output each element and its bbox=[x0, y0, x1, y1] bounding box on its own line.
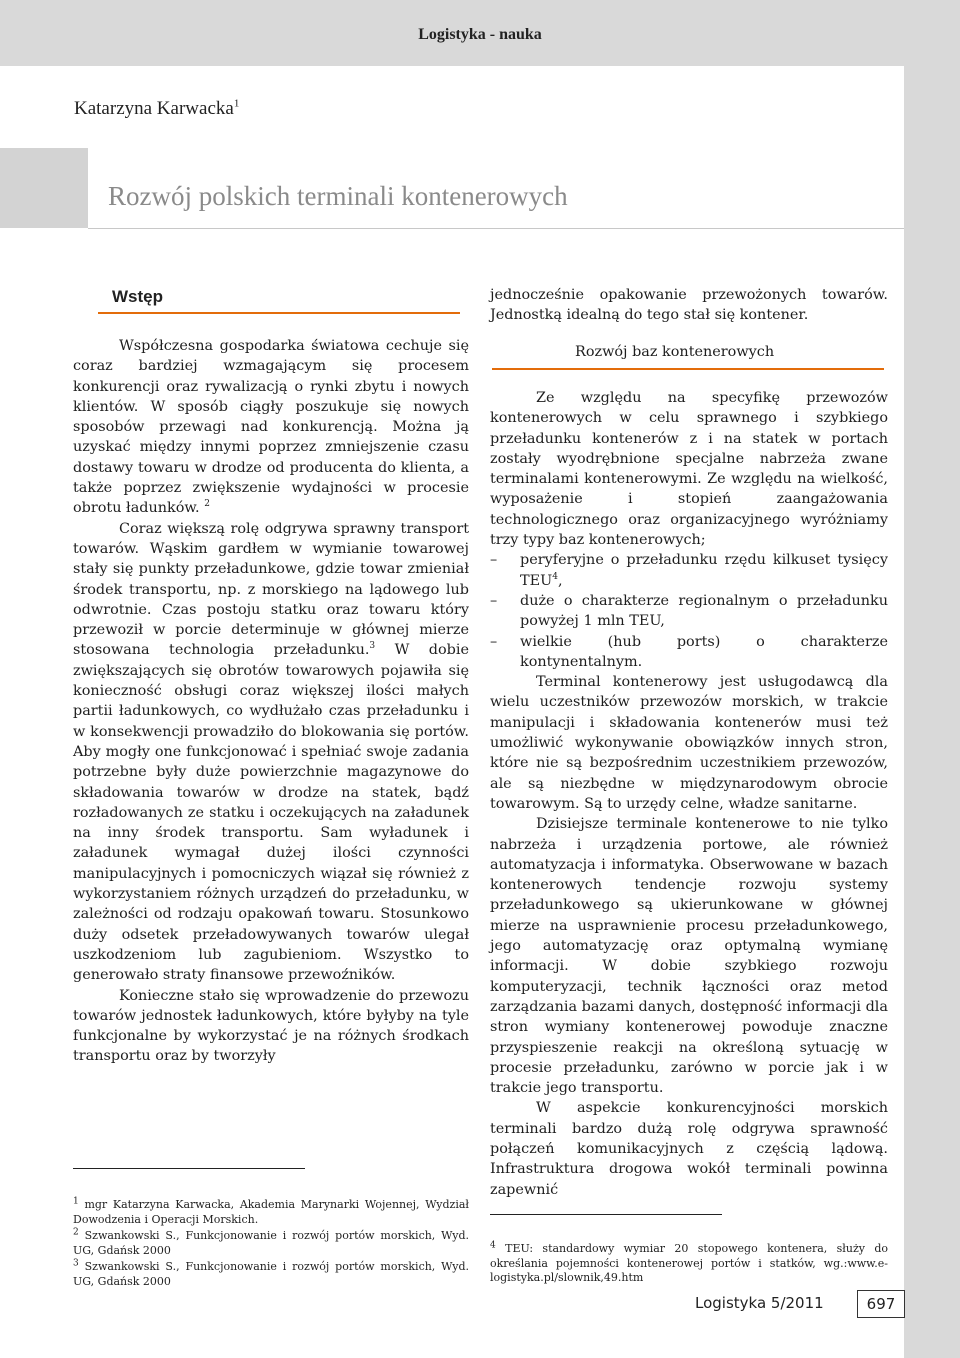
paragraph: Ze względu na specyfikę przewozów kontenerowych w celu sprawnego i szybkiego przeładunku kontenerów z i na statek w portach zostały wyodrębnione specjalne nabrzeża zwane terminalami kontenerowymi. Ze względu na wielkość, wyposażenie i stopień zaangażowania technologicznego oraz organizacyjnego wyróżniamy trzy typy baz kontenerowych; bbox=[490, 390, 888, 549]
footnote-rule bbox=[490, 1214, 722, 1215]
paragraph-text: Coraz większą rolę odgrywa sprawny transport towarów. Wąskim gardłem w wymianie towarowej stały się punkty przeładunkowe, gdzie towar zmieniał środek transportu, np. z morskiego na lądowego lub odwrotnie. Czas postoju statku oraz towaru który przewoził w porcie determinuje w głównej mierze stosowana technologia przeładunku. bbox=[73, 520, 469, 659]
list-item bbox=[490, 591, 888, 632]
right-margin-bar bbox=[904, 66, 960, 1358]
subheading-rule bbox=[492, 368, 884, 370]
footnote-ref: 3 bbox=[369, 641, 376, 652]
paragraph-text: W dobie zwiększających się obrotów towarowych pojawiła się konieczność obsługi coraz większej ilości małych partii ładunkowych, co wydłużało czas przeładunku i w konsekwencji prowadziło do blokowania się portów. Aby mogły one funkcjonować i spełniać swoje zadania potrzebne były duże powierzchnie magazynowe do składowania towarów w drodze na statek, bądź rozładowanych ze statku i oczekujących na załadunek na inny środek transportu. Sam wyładunek i załadunek wymagał dużej ilości czynności manipulacyjnych i pomocniczych wiązał się również z wykorzystaniem różnych urządzeń do przeładunku, w zależności od rodzaju opakowań towaru. Stosunkowo duży odsetek przeładowywanych towarów ulegał uszkodzeniom lub zagubieniom. Wszystko to generowało straty finansowe przewoźników. bbox=[73, 642, 469, 984]
footnote bbox=[73, 1198, 469, 1227]
footnote bbox=[73, 1260, 469, 1289]
paragraph: W aspekcie konkurencyjności morskich terminali bardzo dużą rolę odgrywa sprawność połączeń komunikacyjnych z częścią lądową. Infrastruktura drogowa wokół terminali powinna zapewnić bbox=[490, 1100, 888, 1198]
list-item bbox=[490, 632, 888, 673]
left-column bbox=[73, 336, 469, 1067]
author-name bbox=[74, 98, 239, 120]
article-title: Rozwój polskich terminali kontenerowych bbox=[108, 181, 568, 211]
footnote bbox=[73, 1229, 469, 1258]
footnotes-left bbox=[73, 1198, 469, 1291]
paragraph: Dzisiejsze terminale kontenerowe to nie tylko nabrzeża i urządzenia portowe, ale również automatyzacja i informatyka. Obserwowane w bazach kontenerowych tendencje rozwoju systemy przeładunkowego są ukierunkowane w głównej mierze na usprawnienie procesu przeładunkowego, jego automatyzację oraz optymalną wymianę informacji. W dobie szybkiego rozwoju komputeryzacji, technik łączności oraz metod zarządzania bazami danych, dostępność informacji dla stron wymiany kontenerowej powoduje znaczne przyspieszenie reakcji na określoną sytuację w procesie przeładunku, zarówno w porcie jak i w trakcie jego transportu. bbox=[490, 816, 888, 1097]
dash-bullet: – bbox=[490, 633, 498, 650]
title-underline bbox=[88, 228, 904, 229]
footnote-text: TEU: standardowy wymiar 20 stopowego kontenera, służy do określania pojemności kontenerowej portów i statków, wg.:www.e-logistyka.pl/slownik,49.htm bbox=[490, 1242, 888, 1284]
footnote-rule bbox=[73, 1168, 305, 1169]
journal-issue: Logistyka 5/2011 bbox=[695, 1294, 824, 1312]
footnote-mark: 4 bbox=[490, 1240, 496, 1251]
paragraph: Terminal kontenerowy jest usługodawcą dla wielu uczestników przewozów morskich, w trakcie manipulacji i składowania kontenerów musi też umożliwić wykonywanie obowiązków innych stron, które nie są bezpośrednim uczestnikiem przewozów, ale są niezbędne w międzynarodowym obrocie towarowym. Są to urzędy celne, władze sanitarne. bbox=[490, 674, 888, 812]
bullet-list bbox=[490, 550, 888, 672]
right-column bbox=[490, 388, 888, 1200]
footnote-ref: 2 bbox=[204, 499, 210, 510]
footnote bbox=[490, 1242, 888, 1286]
list-item bbox=[490, 550, 888, 591]
footnote-text: Szwankowski S., Funkcjonowanie i rozwój portów morskich, Wyd. UG, Gdańsk 2000 bbox=[73, 1260, 470, 1288]
paragraph: jednocześnie opakowanie przewożonych towarów. Jednostką idealną do tego stał się kontener. bbox=[490, 287, 888, 324]
footnote-mark: 1 bbox=[73, 1196, 79, 1207]
paragraph bbox=[73, 519, 469, 986]
subheading: Rozwój baz kontenerowych bbox=[575, 344, 775, 360]
footnote-mark: 2 bbox=[73, 1227, 79, 1238]
right-column-top bbox=[490, 285, 888, 326]
author-text: Katarzyna Karwacka bbox=[74, 98, 234, 119]
footnote-text: Szwankowski S., Funkcjonowanie i rozwój portów morskich, Wyd. UG, Gdańsk 2000 bbox=[73, 1229, 470, 1257]
page-number: 697 bbox=[857, 1290, 905, 1318]
footnote-ref: 4 bbox=[552, 571, 558, 582]
author-footnote-mark: 1 bbox=[233, 97, 240, 110]
list-item-text: peryferyjne o przeładunku rzędu kilkuset tysięcy TEU bbox=[520, 552, 888, 589]
running-header: Logistyka - nauka bbox=[418, 26, 542, 43]
paragraph bbox=[73, 336, 469, 519]
section-heading: Wstęp bbox=[112, 287, 163, 306]
dash-bullet: – bbox=[490, 552, 498, 569]
footnote-text: mgr Katarzyna Karwacka, Akademia Marynarki Wojennej, Wydział Dowodzenia i Operacji Morskich. bbox=[73, 1198, 469, 1226]
list-item-text: duże o charakterze regionalnym o przeładunku powyżej 1 mln TEU, bbox=[520, 592, 888, 630]
list-item-text: wielkie (hub ports) o charakterze kontynentalnym. bbox=[520, 633, 888, 670]
paragraph: Konieczne stało się wprowadzenie do przewozu towarów jednostek ładunkowych, które byłyby na tyle funkcjonalne by wykorzystać je na różnych środkach transportu oraz by tworzyły bbox=[73, 987, 469, 1065]
title-decor-block bbox=[0, 148, 88, 228]
list-item-text: , bbox=[557, 572, 563, 589]
footnote-mark: 3 bbox=[73, 1258, 79, 1269]
dash-bullet: – bbox=[490, 592, 498, 609]
paragraph-text: Współczesna gospodarka światowa cechuje się coraz bardziej wzmagającym się procesem konkurencji oraz rywalizacją o rynki zbytu i nowych klientów. W sposób ciągły poszukuje się nowych sposobów przewagi nad konkurencją. Można ją uzyskać między innymi poprzez zmniejszenie czasu dostawy towaru w drodze od producenta do klienta, a także poprzez zwiększenie wydajności w procesie obrotu ładunków. bbox=[73, 338, 469, 517]
footnotes-right bbox=[490, 1242, 888, 1286]
section-heading-rule bbox=[98, 312, 460, 314]
